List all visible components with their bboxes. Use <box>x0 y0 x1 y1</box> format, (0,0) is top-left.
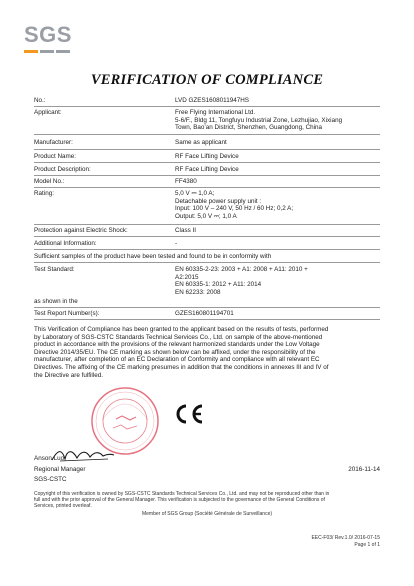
divider <box>34 162 380 163</box>
field-label: Manufacturer: <box>34 139 73 146</box>
divider <box>34 175 380 176</box>
divider <box>34 307 380 308</box>
copyright-notice: Copyright of this verification is owned by SGS-CSTC Standards Technical Services Co., Ltd. and may not be reproduced other than in full and with the prior approval of the General Manager. This verification is subjected to the governance of the General Conditions of Services, printed overleaf. <box>34 491 330 509</box>
document-title: VERIFICATION OF COMPLIANCE <box>90 72 324 88</box>
sgs-logo-text: SGS <box>24 22 72 47</box>
field-label: Model No.: <box>34 178 65 185</box>
field-value: RF Face Lifting Device <box>175 153 239 160</box>
field-label: No.: <box>34 97 46 104</box>
field-label: Product Description: <box>34 166 91 173</box>
ce-mark-icon <box>172 402 206 426</box>
divider <box>34 106 380 107</box>
field-value: FF4380 <box>175 178 197 185</box>
field-value: Same as applicant <box>175 139 227 146</box>
divider <box>34 319 380 320</box>
sgs-logo-bars-icon <box>24 50 72 58</box>
divider <box>34 134 380 135</box>
field-label: Rating: <box>34 190 54 197</box>
field-label: Additional Information: <box>34 240 97 247</box>
sgs-group-membership: Member of SGS Group (Société Générale de Surveillance) <box>141 511 273 517</box>
field-value: - <box>175 240 178 247</box>
certificate-page: SGS VERIFICATION OF COMPLIANCE No.: LVD GZES1608011947HS Applicant: Free Flying International Ltd. 5-6/F., Bldg 11, Tongfuyu Industrial Zone, Lezhujiao, Xixiang Town, Bao’an District, Shenzhen, Guangdong, China Manufacturer: Same as applicant Product Name: RF Face Lifting Device Product Description: RF Face Lifting Device Model No.: FF4380 Rating: 5,0 V ⎓ 1,0 A; Detachable power supply unit : Input: 100 V – 240 V, 50 Hz / 60 Hz; 0,2 A; Output: 5,0 V ⎓; 1,0 A Protection against Electric Shock: Class II Additional Information: - Sufficient samples of the product have been tested and found to be in conformity with Test Standard: EN 60335-2-23: 2003 + A1: 2008 + A11: 2010 + A2:2015 EN 60335-1: 2012 + A11: 2014 EN 62233: 2008 as shown in the Test Report Number(s): GZES160801194701 This Verification of Compliance has been granted to the applicant based on the results of tests, performed by Laboratory of SGS-CSTC Standards Technical Services Co., Ltd. on sample of the above-mentioned product in accordance with the provisions of the relevant harmonized standards under the Low Voltage Directive 2014/35/EU. The CE marking as shown below can be affixed, under the responsibility of the manufacturer, after completion of an EC Declaration of Conformity and compliance with all relevant EC Directives. The affixing of the CE marking presumes in addition that the conditions in annexes III and IV of the Directive are fulfilled. Anson Luo Regional Manager SGS-CSTC 2016-11-14 Copyright of this verification is owned by SGS-CSTC Standards Technical Services Co., Ltd. and may not be reproduced other than in full and with the prior approval of the General Manager. This verification is subjected to the governance of the General Conditions of Services, printed overleaf. Member of SGS Group (Société Générale de Surveillance) EEC-F03/ Rev.1.0/ 2016-07-15 Page 1 of 1 <box>0 0 414 586</box>
divider <box>34 236 380 237</box>
field-value: RF Face Lifting Device <box>175 166 239 173</box>
field-label: Test Standard: <box>34 266 75 273</box>
divider <box>34 187 380 188</box>
field-label: Product Name: <box>34 153 76 160</box>
field-value: Free Flying International Ltd. 5-6/F., Bldg 11, Tongfuyu Industrial Zone, Lezhujiao, Xixiang Town, Bao’an District, Shenzhen, Guangdong, China <box>175 109 343 132</box>
divider <box>34 262 380 263</box>
field-label: Protection against Electric Shock: <box>34 227 128 234</box>
as-shown-text: as shown in the <box>34 298 78 305</box>
field-value: GZES160801194701 <box>175 310 234 317</box>
field-value: LVD GZES1608011947HS <box>175 97 249 104</box>
divider <box>34 149 380 150</box>
field-label: Test Report Number(s): <box>34 310 100 317</box>
field-value: Class II <box>175 227 196 234</box>
conformity-statement: Sufficient samples of the product have been tested and found to be in conformity with <box>34 253 272 260</box>
field-value: EN 60335-2-23: 2003 + A1: 2008 + A11: 2010 + A2:2015 EN 60335-1: 2012 + A11: 2014 EN 62233: 2008 <box>175 266 308 296</box>
divider <box>34 224 380 225</box>
page-number: Page 1 of 1 <box>354 542 380 548</box>
divider <box>34 249 380 250</box>
form-reference: EEC-F03/ Rev.1.0/ 2016-07-15 <box>311 535 380 541</box>
compliance-paragraph: This Verification of Compliance has been granted to the applicant based on the results of tests, performed by Laboratory of SGS-CSTC Standards Technical Services Co., Ltd. on sample of the above-mentioned product in accordance with the provisions of the relevant harmonized standards under the Low Voltage Directive 2014/35/EU. The CE marking as shown below can be affixed, under the responsibility of the manufacturer, after completion of an EC Declaration of Conformity and compliance with all relevant EC Directives. The affixing of the CE marking presumes in addition that the conditions in annexes III and IV of the Directive are fulfilled. <box>34 326 329 379</box>
field-value: 5,0 V ⎓ 1,0 A; Detachable power supply unit : Input: 100 V – 240 V, 50 Hz / 60 Hz; 0,2 A; Output: 5,0 V ⎓; 1,0 A <box>175 190 294 220</box>
sgs-logo <box>24 20 72 60</box>
field-label: Applicant: <box>34 109 62 116</box>
